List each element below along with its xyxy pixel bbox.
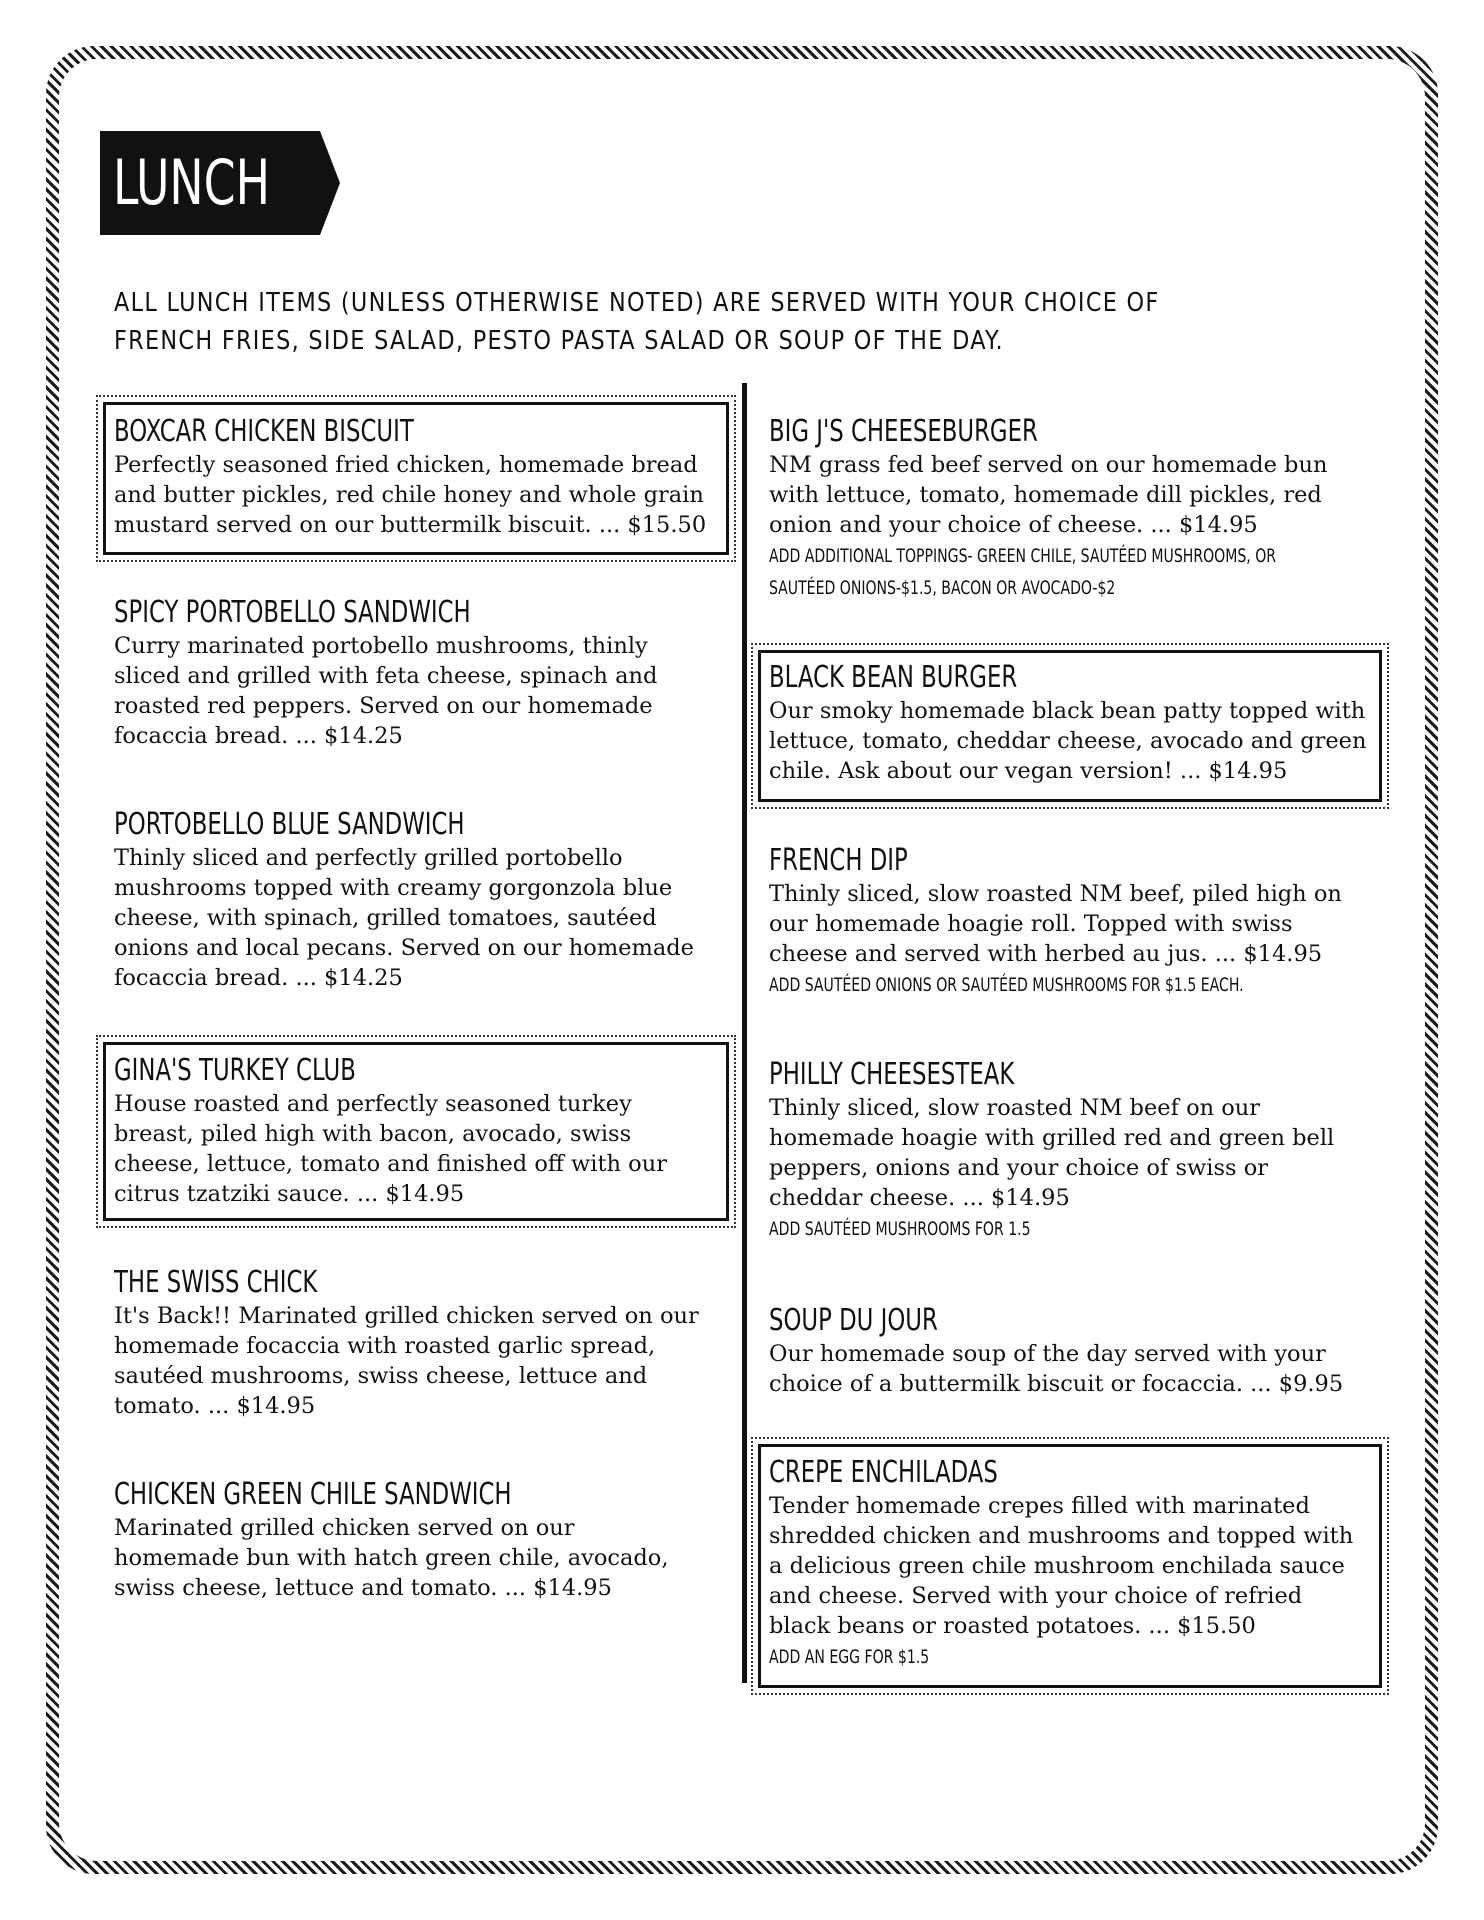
item-addon: ADD ADDITIONAL TOPPINGS- GREEN CHILE, SAUTÉED MUSHROOMS, OR (769, 545, 1277, 567)
item-name: SPICY PORTOBELLO SANDWICH (114, 595, 471, 630)
menu-item (114, 1053, 694, 1209)
menu-item (769, 1455, 1369, 1673)
item-description: House roasted and perfectly seasoned turkey breast, piled high with bacon, avocado, swiss cheese, lettuce, tomato and finished off with our citrus tzatziki sauce. ... $14.95 (114, 1091, 667, 1207)
menu-item (769, 1303, 1349, 1399)
column-divider (742, 383, 747, 1683)
menu-item (769, 1057, 1349, 1245)
item-description: NM grass fed beef served on our homemade bun with lettuce, tomato, homemade dill pickles, red onion and your choice of cheese. ... $14.95 (769, 452, 1328, 538)
item-addon: SAUTÉED ONIONS-$1.5, BACON OR AVOCADO-$2 (769, 577, 1116, 599)
menu-item (769, 843, 1359, 1001)
item-description: Thinly sliced, slow roasted NM beef, piled high on our homemade hoagie roll. Topped with swiss cheese and served with herbed au jus. ... $14.95 (769, 881, 1342, 967)
item-description: Thinly sliced, slow roasted NM beef on our homemade hoagie with grilled red and green bell peppers, onions and your choice of swiss or cheddar cheese. ... $14.95 (769, 1095, 1335, 1211)
item-name: THE SWISS CHICK (114, 1265, 318, 1300)
item-description: Perfectly seasoned fried chicken, homemade bread and butter pickles, red chile honey and whole grain mustard served on our buttermilk biscuit. ... $15.50 (114, 452, 707, 538)
menu-item (114, 595, 674, 751)
item-name: BLACK BEAN BURGER (769, 660, 1018, 695)
item-addon: ADD AN EGG FOR $1.5 (769, 1646, 930, 1668)
item-name: BOXCAR CHICKEN BISCUIT (114, 414, 414, 449)
item-name: GINA'S TURKEY CLUB (114, 1053, 356, 1088)
item-description: Thinly sliced and perfectly grilled portobello mushrooms topped with creamy gorgonzola blue cheese, with spinach, grilled tomatoes, sautéed onions and local pecans. Served on our homemade focaccia bread. ... $14.25 (114, 845, 694, 991)
item-addon: ADD SAUTÉED ONIONS OR SAUTÉED MUSHROOMS FOR $1.5 EACH. (769, 974, 1244, 996)
menu-item (114, 1477, 694, 1603)
intro-note: ALL LUNCH ITEMS (UNLESS OTHERWISE NOTED) ARE SERVED WITH YOUR CHOICE OF FRENCH FRIES, SIDE SALAD, PESTO PASTA SALAD OR SOUP OF THE DAY. (114, 288, 1160, 356)
menu-item (114, 1265, 704, 1421)
item-name: CHICKEN GREEN CHILE SANDWICH (114, 1477, 512, 1512)
item-description: Tender homemade crepes filled with marinated shredded chicken and mushrooms and topped with a delicious green chile mushroom enchilada sauce and cheese. Served with your choice of refried black beans or roasted potatoes. ... $15.50 (769, 1493, 1354, 1639)
item-name: SOUP DU JOUR (769, 1303, 938, 1338)
item-description: Our smoky homemade black bean patty topped with lettuce, tomato, cheddar cheese, avocado and green chile. Ask about our vegan version! ... $14.95 (769, 698, 1367, 784)
item-addon: ADD SAUTÉED MUSHROOMS FOR 1.5 (769, 1218, 1031, 1240)
item-name: FRENCH DIP (769, 843, 908, 878)
menu-item (769, 660, 1369, 786)
menu-item (114, 807, 714, 993)
page-title: LUNCH (113, 146, 270, 219)
menu-item (769, 414, 1349, 604)
item-description: Marinated grilled chicken served on our homemade bun with hatch green chile, avocado, swiss cheese, lettuce and tomato. ... $14.95 (114, 1515, 669, 1601)
item-name: BIG J'S CHEESEBURGER (769, 414, 1038, 449)
item-description: Our homemade soup of the day served with your choice of a buttermilk biscuit or focaccia. ... $9.95 (769, 1341, 1344, 1397)
item-name: CREPE ENCHILADAS (769, 1455, 998, 1490)
item-description: Curry marinated portobello mushrooms, thinly sliced and grilled with feta cheese, spinach and roasted red peppers. Served on our homemade focaccia bread. ... $14.25 (114, 633, 658, 749)
item-name: PHILLY CHEESESTEAK (769, 1057, 1015, 1092)
item-description: It's Back!! Marinated grilled chicken served on our homemade focaccia with roasted garlic spread, sautéed mushrooms, swiss cheese, lettuce and tomato. ... $14.95 (114, 1303, 699, 1419)
menu-item (114, 414, 714, 540)
item-name: PORTOBELLO BLUE SANDWICH (114, 807, 465, 842)
